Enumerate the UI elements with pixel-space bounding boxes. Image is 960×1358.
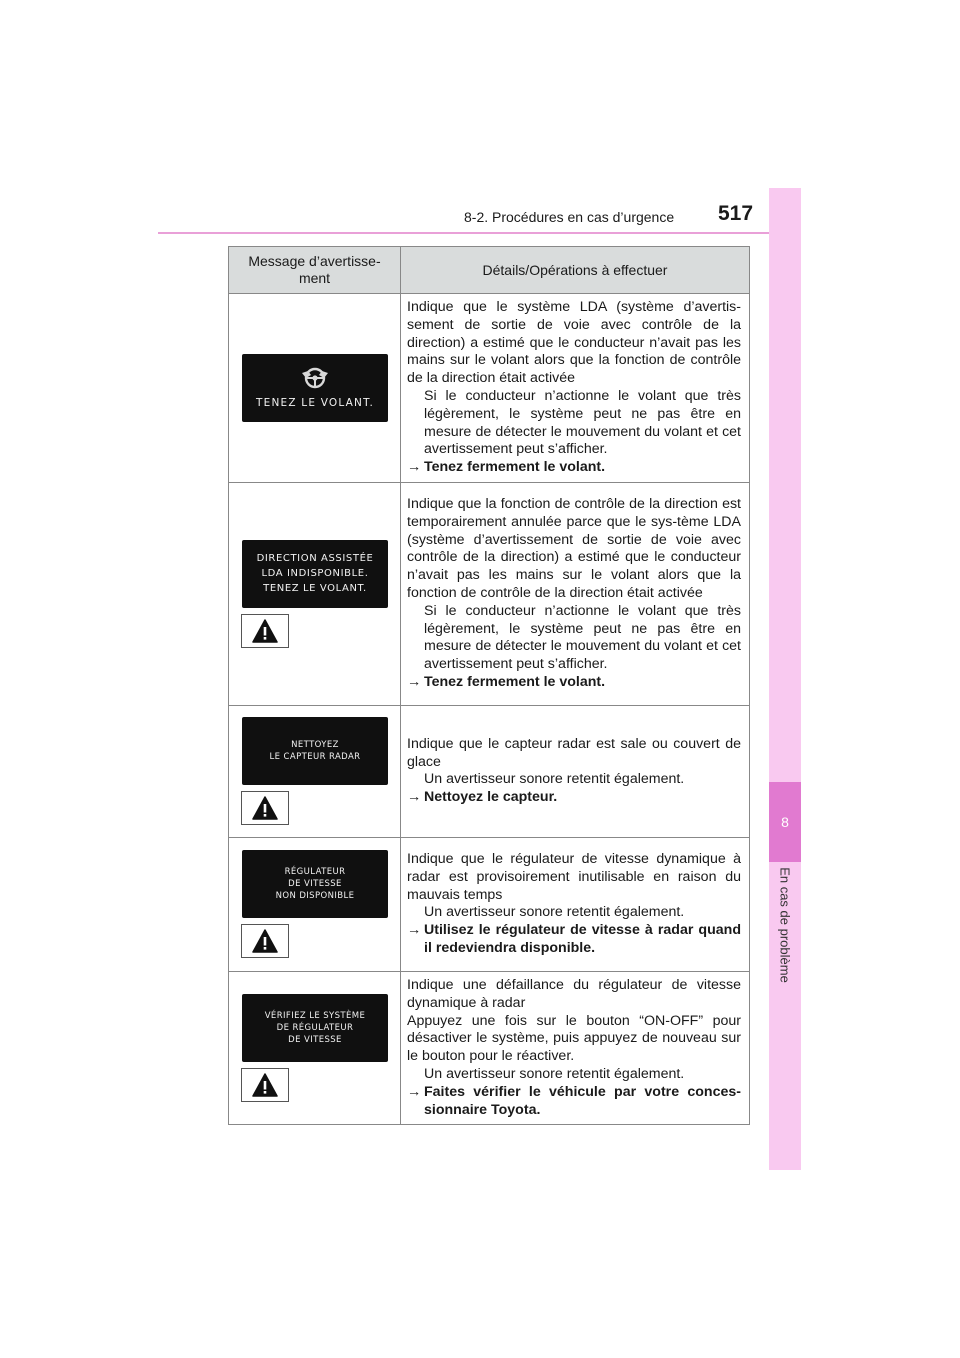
detail-action: [407, 789, 741, 807]
details-cell: [401, 294, 750, 483]
detail-description: Indique que le régulateur de vitesse dynamique à radar est provisoirement inutilisable en raison du mauvais temps: [407, 851, 741, 903]
details-cell: [401, 705, 750, 837]
table-header-row: [229, 247, 750, 294]
detail-action: [407, 459, 741, 477]
table-row: [229, 482, 750, 705]
detail-description-2: Appuyez une fois sur le bouton “ON-OFF” pour désactiver le système, puis appuyez de nouveau sur le bouton pour le réactiver.: [407, 1012, 741, 1065]
action-text: Nettoyez le capteur.: [424, 789, 558, 806]
message-cell: [229, 971, 401, 1124]
detail-action: [407, 922, 741, 958]
column-header-details: Détails/Opérations à effectuer: [401, 247, 750, 294]
message-cell: [229, 705, 401, 837]
chapter-number: 8: [781, 814, 789, 830]
section-title: 8-2. Procédures en cas d’urgence: [464, 209, 675, 225]
warning-indicator: [241, 924, 289, 958]
page-number: 517: [718, 202, 754, 225]
action-text: Utilisez le régulateur de vitesse à radar quand il redeviendra disponible.: [424, 922, 741, 957]
action-text: Faites vérifier le véhicule par votre conces-sionnaire Toyota.: [424, 1083, 741, 1118]
message-cell: [229, 482, 401, 705]
display-message-text: RÉGULATEUR DE VITESSE NON DISPONIBLE: [275, 867, 355, 902]
display-message-screen: [242, 717, 388, 785]
details-cell: [401, 971, 750, 1124]
steering-wheel-hands-icon: [300, 367, 330, 389]
warning-triangle-icon: [252, 796, 278, 820]
arrow-icon: →: [407, 459, 422, 476]
table-row: [229, 294, 750, 483]
arrow-icon: →: [407, 789, 422, 806]
warning-triangle-icon: [252, 619, 278, 643]
warning-triangle-icon: [252, 1073, 278, 1097]
display-message-screen: [242, 994, 388, 1062]
display-message-screen: [242, 540, 388, 608]
display-message-screen: [242, 354, 388, 422]
detail-description: Indique une défaillance du régulateur de vitesse dynamique à radar: [407, 976, 741, 1011]
display-message-text: NETTOYEZ LE CAPTEUR RADAR: [269, 740, 361, 763]
display-message-text: DIRECTION ASSISTÉE LDA INDISPONIBLE. TENEZ LE VOLANT.: [256, 553, 374, 595]
warning-indicator: [241, 614, 289, 648]
arrow-icon: →: [407, 922, 422, 939]
action-text: Tenez fermement le volant.: [424, 459, 606, 476]
arrow-icon: →: [407, 1083, 422, 1100]
details-cell: [401, 482, 750, 705]
action-text: Tenez fermement le volant.: [424, 674, 606, 691]
message-cell: [229, 837, 401, 971]
warning-triangle-icon: [252, 929, 278, 953]
detail-note: Si le conducteur n’actionne le volant que très légèrement, le système peut ne pas être en mesure de détecter le mouvement du volant et cet avertissement peut s’afficher.: [424, 602, 741, 673]
chapter-number-box: [769, 782, 801, 862]
header-rule: [158, 232, 800, 234]
detail-note: Un avertisseur sonore retentit également.: [424, 1065, 685, 1082]
warning-indicator: [241, 791, 289, 825]
detail-action: [407, 1084, 741, 1120]
table-row: [229, 837, 750, 971]
detail-description: Indique que le système LDA (système d’avertis-sement de sortie de voie avec contrôle de la direction) a estimé que le conducteur n’avait pas les mains sur le volant alors que la fonction de contrôle de la direction était activée: [407, 299, 741, 387]
detail-note: Un avertisseur sonore retentit également.: [424, 904, 685, 921]
detail-description: Indique que le capteur radar est sale ou couvert de glace: [407, 735, 741, 770]
chapter-side-tab: [769, 188, 801, 1170]
details-cell: [401, 837, 750, 971]
table-row: [229, 971, 750, 1124]
detail-action: [407, 674, 741, 692]
arrow-icon: →: [407, 674, 422, 691]
table-row: [229, 705, 750, 837]
display-message-text: TENEZ LE VOLANT.: [256, 396, 374, 409]
detail-note: Un avertisseur sonore retentit également.: [424, 771, 685, 788]
warning-indicator: [241, 1068, 289, 1102]
warning-message-table: [228, 246, 750, 1125]
detail-description: Indique que la fonction de contrôle de la direction est temporairement annulée parce que le sys-tème LDA (système d’avertissement de sortie de voie avec contrôle de la direction) a estimé que le conducteur n’avait pas les mains sur le volant alors que la fonction de contrôle de la direction était activée: [407, 496, 741, 602]
chapter-title: En cas de problème: [777, 867, 793, 983]
detail-note: Si le conducteur n’actionne le volant que très légèrement, le système peut ne pas être en mesure de détecter le mouvement du volant et cet avertissement peut s’afficher.: [424, 387, 741, 458]
display-message-screen: [242, 850, 388, 918]
display-message-text: VÉRIFIEZ LE SYSTÈME DE RÉGULATEUR DE VITESSE: [264, 1011, 366, 1046]
column-header-message: Message d’avertisse- ment: [229, 247, 401, 294]
message-cell: [229, 294, 401, 483]
